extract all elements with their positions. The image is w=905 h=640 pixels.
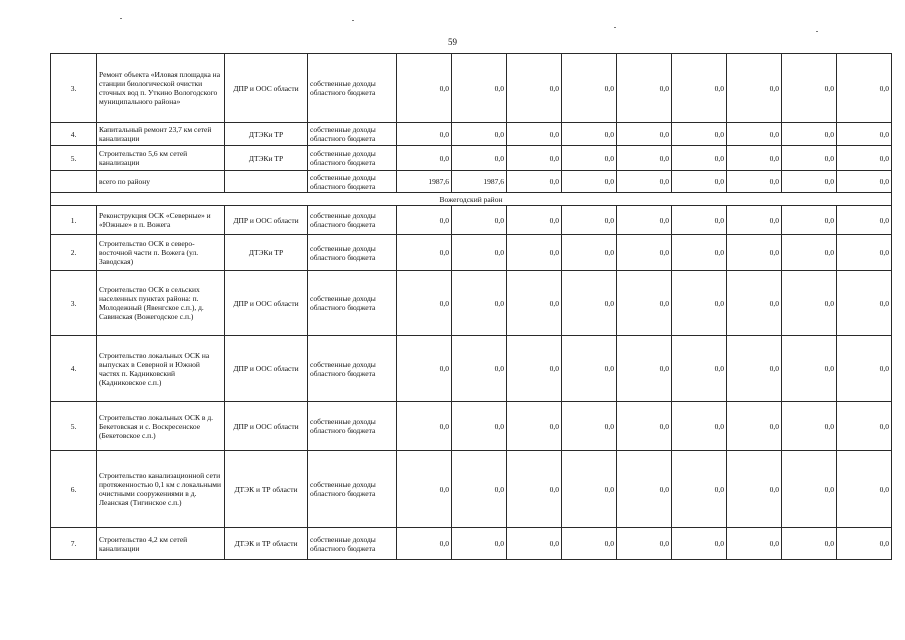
- value-cell: 0,0: [727, 146, 782, 171]
- responsible-executor: ДПР и ООС области: [225, 336, 308, 402]
- value-cell: 0,0: [782, 271, 837, 336]
- value-cell: 0,0: [397, 336, 452, 402]
- value-cell: 0,0: [397, 123, 452, 146]
- table-row: [51, 528, 892, 560]
- value-cell: 0,0: [617, 206, 672, 235]
- responsible-executor: ДТЭКи ТР: [225, 146, 308, 171]
- section-row: [51, 193, 892, 206]
- value-cell: 0,0: [452, 528, 507, 560]
- value-cell: 0,0: [562, 171, 617, 193]
- scan-speck: [120, 18, 122, 19]
- value-cell: 0,0: [452, 336, 507, 402]
- value-cell: 0,0: [727, 402, 782, 451]
- table-row: [51, 146, 892, 171]
- value-cell: 0,0: [562, 451, 617, 528]
- total-row: [51, 171, 892, 193]
- value-cell: 0,0: [507, 336, 562, 402]
- value-cell: 0,0: [507, 54, 562, 123]
- value-cell: 0,0: [397, 451, 452, 528]
- value-cell: 0,0: [452, 451, 507, 528]
- measure-name: всего по району: [97, 171, 225, 193]
- value-cell: 0,0: [452, 123, 507, 146]
- table-row: [51, 54, 892, 123]
- value-cell: 0,0: [672, 146, 727, 171]
- measure-name: Ремонт объекта «Иловая площадка на станции биологической очистки сточных вод п. Уткино Вологодского муниципального района»: [97, 54, 225, 123]
- funding-source: собственные доходы областного бюджета: [308, 206, 397, 235]
- value-cell: 0,0: [562, 528, 617, 560]
- value-cell: 0,0: [562, 402, 617, 451]
- measure-name: Строительство 4,2 км сетей канализации: [97, 528, 225, 560]
- value-cell: 0,0: [837, 171, 892, 193]
- measure-name: Капитальный ремонт 23,7 км сетей канализации: [97, 123, 225, 146]
- row-number: 4.: [51, 123, 97, 146]
- value-cell: 0,0: [837, 528, 892, 560]
- responsible-executor: ДТЭКи ТР: [225, 123, 308, 146]
- value-cell: 0,0: [727, 235, 782, 271]
- value-cell: 0,0: [727, 123, 782, 146]
- value-cell: 0,0: [452, 402, 507, 451]
- responsible-executor: ДПР и ООС области: [225, 54, 308, 123]
- row-number: 2.: [51, 235, 97, 271]
- table-row: [51, 451, 892, 528]
- value-cell: 0,0: [452, 146, 507, 171]
- value-cell: 0,0: [672, 271, 727, 336]
- value-cell: 0,0: [837, 235, 892, 271]
- value-cell: 0,0: [507, 271, 562, 336]
- row-number: 6.: [51, 451, 97, 528]
- value-cell: 1987,6: [452, 171, 507, 193]
- value-cell: 0,0: [562, 54, 617, 123]
- value-cell: 0,0: [672, 123, 727, 146]
- table-row: [51, 336, 892, 402]
- value-cell: 0,0: [452, 54, 507, 123]
- value-cell: 0,0: [562, 146, 617, 171]
- value-cell: 0,0: [782, 54, 837, 123]
- value-cell: 0,0: [782, 528, 837, 560]
- funding-source: собственные доходы областного бюджета: [308, 451, 397, 528]
- value-cell: 0,0: [507, 528, 562, 560]
- value-cell: 0,0: [837, 336, 892, 402]
- value-cell: 0,0: [837, 206, 892, 235]
- value-cell: 0,0: [562, 336, 617, 402]
- row-number: 5.: [51, 402, 97, 451]
- funding-source: собственные доходы областного бюджета: [308, 271, 397, 336]
- row-number: 3.: [51, 54, 97, 123]
- value-cell: 0,0: [397, 206, 452, 235]
- page-number: 59: [448, 37, 457, 47]
- value-cell: 1987,6: [397, 171, 452, 193]
- row-number: 3.: [51, 271, 97, 336]
- value-cell: 0,0: [782, 123, 837, 146]
- value-cell: 0,0: [562, 271, 617, 336]
- value-cell: 0,0: [617, 235, 672, 271]
- funding-source: собственные доходы областного бюджета: [308, 336, 397, 402]
- value-cell: 0,0: [507, 235, 562, 271]
- value-cell: 0,0: [837, 451, 892, 528]
- budget-table: [50, 53, 892, 560]
- value-cell: 0,0: [782, 171, 837, 193]
- value-cell: 0,0: [617, 528, 672, 560]
- value-cell: 0,0: [672, 336, 727, 402]
- value-cell: 0,0: [562, 235, 617, 271]
- value-cell: 0,0: [837, 402, 892, 451]
- value-cell: 0,0: [837, 271, 892, 336]
- value-cell: 0,0: [562, 123, 617, 146]
- responsible-executor: [225, 171, 308, 193]
- section-title: Вожегодский район: [51, 193, 892, 206]
- value-cell: 0,0: [672, 206, 727, 235]
- measure-name: Реконструкция ОСК «Северные» и «Южные» в п. Вожега: [97, 206, 225, 235]
- funding-source: собственные доходы областного бюджета: [308, 528, 397, 560]
- value-cell: 0,0: [617, 451, 672, 528]
- funding-source: собственные доходы областного бюджета: [308, 146, 397, 171]
- value-cell: 0,0: [727, 171, 782, 193]
- value-cell: 0,0: [617, 336, 672, 402]
- responsible-executor: ДПР и ООС области: [225, 402, 308, 451]
- value-cell: 0,0: [397, 402, 452, 451]
- value-cell: 0,0: [617, 171, 672, 193]
- row-number: 7.: [51, 528, 97, 560]
- value-cell: 0,0: [397, 528, 452, 560]
- value-cell: 0,0: [727, 271, 782, 336]
- table-row: [51, 235, 892, 271]
- value-cell: 0,0: [672, 54, 727, 123]
- funding-source: собственные доходы областного бюджета: [308, 402, 397, 451]
- row-number: [51, 171, 97, 193]
- value-cell: 0,0: [672, 402, 727, 451]
- funding-source: собственные доходы областного бюджета: [308, 123, 397, 146]
- value-cell: 0,0: [507, 451, 562, 528]
- value-cell: 0,0: [672, 235, 727, 271]
- value-cell: 0,0: [507, 171, 562, 193]
- measure-name: Строительство локальных ОСК в д. Бекетовская и с. Воскресенское (Бекетовское с.п.): [97, 402, 225, 451]
- value-cell: 0,0: [727, 206, 782, 235]
- measure-name: Строительство ОСК в сельских населенных пунктах района: п. Молодежный (Явенгское с.п.), д. Савинская (Вожегодское с.п.): [97, 271, 225, 336]
- scan-speck: [614, 27, 616, 28]
- value-cell: 0,0: [837, 54, 892, 123]
- measure-name: Строительство локальных ОСК на выпусках в Северной и Южной частях п. Кадниковский (Кадниковское с.п.): [97, 336, 225, 402]
- value-cell: 0,0: [397, 54, 452, 123]
- value-cell: 0,0: [507, 146, 562, 171]
- responsible-executor: ДТЭК и ТР области: [225, 451, 308, 528]
- table-row: [51, 123, 892, 146]
- measure-name: Строительство ОСК в северо-восточной части п. Вожега (ул. Заводская): [97, 235, 225, 271]
- value-cell: 0,0: [617, 54, 672, 123]
- funding-source: собственные доходы областного бюджета: [308, 235, 397, 271]
- row-number: 4.: [51, 336, 97, 402]
- value-cell: 0,0: [672, 528, 727, 560]
- table-body: [51, 54, 892, 560]
- value-cell: 0,0: [727, 528, 782, 560]
- value-cell: 0,0: [837, 123, 892, 146]
- value-cell: 0,0: [727, 451, 782, 528]
- value-cell: 0,0: [562, 206, 617, 235]
- value-cell: 0,0: [672, 451, 727, 528]
- funding-source: собственные доходы областного бюджета: [308, 171, 397, 193]
- value-cell: 0,0: [782, 206, 837, 235]
- funding-source: собственные доходы областного бюджета: [308, 54, 397, 123]
- responsible-executor: ДТЭК и ТР области: [225, 528, 308, 560]
- value-cell: 0,0: [397, 146, 452, 171]
- value-cell: 0,0: [617, 271, 672, 336]
- value-cell: 0,0: [617, 123, 672, 146]
- value-cell: 0,0: [727, 54, 782, 123]
- value-cell: 0,0: [617, 402, 672, 451]
- measure-name: Строительство 5,6 км сетей канализации: [97, 146, 225, 171]
- value-cell: 0,0: [782, 402, 837, 451]
- table-row: [51, 206, 892, 235]
- measure-name: Строительство канализационной сети протяженностью 0,1 км с локальными очистными сооружениями в д. Леанская (Тигинское с.п.): [97, 451, 225, 528]
- row-number: 1.: [51, 206, 97, 235]
- value-cell: 0,0: [672, 171, 727, 193]
- value-cell: 0,0: [452, 271, 507, 336]
- value-cell: 0,0: [452, 206, 507, 235]
- table-row: [51, 271, 892, 336]
- responsible-executor: ДПР и ООС области: [225, 271, 308, 336]
- value-cell: 0,0: [452, 235, 507, 271]
- value-cell: 0,0: [397, 235, 452, 271]
- value-cell: 0,0: [507, 402, 562, 451]
- value-cell: 0,0: [782, 451, 837, 528]
- value-cell: 0,0: [837, 146, 892, 171]
- responsible-executor: ДТЭКи ТР: [225, 235, 308, 271]
- value-cell: 0,0: [727, 336, 782, 402]
- value-cell: 0,0: [507, 123, 562, 146]
- table-row: [51, 402, 892, 451]
- responsible-executor: ДПР и ООС области: [225, 206, 308, 235]
- value-cell: 0,0: [782, 146, 837, 171]
- value-cell: 0,0: [782, 336, 837, 402]
- scan-speck: [816, 31, 818, 32]
- value-cell: 0,0: [782, 235, 837, 271]
- scan-speck: [352, 20, 354, 21]
- value-cell: 0,0: [617, 146, 672, 171]
- value-cell: 0,0: [507, 206, 562, 235]
- row-number: 5.: [51, 146, 97, 171]
- value-cell: 0,0: [397, 271, 452, 336]
